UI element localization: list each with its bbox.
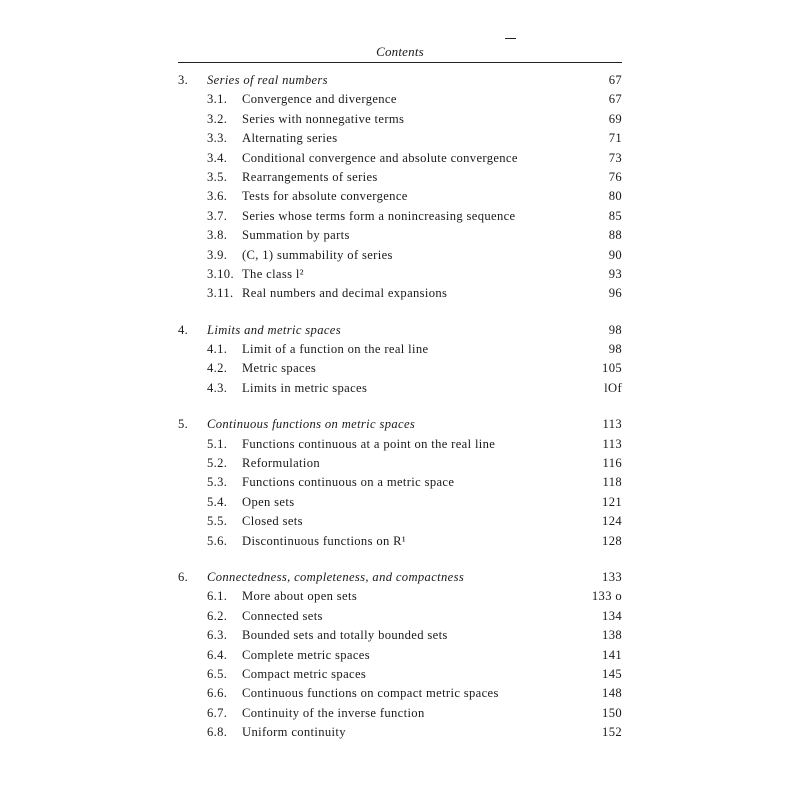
- section-page: 148: [602, 686, 622, 701]
- section-title: Continuous functions on compact metric spaces: [242, 686, 499, 701]
- chapter-title: Connectedness, completeness, and compactness: [207, 569, 465, 584]
- chapter-title: Limits and metric spaces: [207, 322, 341, 337]
- chapter-block: [178, 568, 622, 743]
- section-number: 6.1.: [207, 589, 228, 604]
- section-entry: [178, 665, 622, 684]
- section-number: 6.6.: [207, 686, 228, 701]
- section-number: 5.1.: [207, 436, 228, 451]
- section-entry: [178, 646, 622, 665]
- section-number: 5.5.: [207, 514, 228, 529]
- section-title: (C, 1) summability of series: [242, 247, 393, 262]
- section-page: lOf: [604, 380, 622, 395]
- section-entry: [178, 493, 622, 512]
- section-title: Closed sets: [242, 514, 303, 529]
- section-title: Convergence and divergence: [242, 92, 397, 107]
- section-title: Continuity of the inverse function: [242, 705, 425, 720]
- section-entry: [178, 512, 622, 531]
- chapter-heading: [178, 321, 622, 340]
- section-entry: [178, 473, 622, 492]
- chapter-block: [178, 321, 622, 399]
- section-page: 133 o: [591, 589, 622, 604]
- section-entry: [178, 340, 622, 359]
- table-of-contents: [178, 71, 622, 760]
- section-page: 71: [608, 131, 622, 146]
- section-page: 128: [602, 533, 622, 548]
- section-entry: [178, 607, 622, 626]
- section-title: Bounded sets and totally bounded sets: [242, 628, 448, 643]
- section-title: Tests for absolute convergence: [242, 189, 408, 204]
- section-number: 3.9.: [207, 247, 228, 262]
- section-title: Conditional convergence and absolute convergence: [242, 150, 518, 165]
- section-number: 4.3.: [207, 380, 228, 395]
- section-entry: [178, 435, 622, 454]
- chapter-number: 6.: [178, 569, 189, 584]
- section-entry: [178, 207, 622, 226]
- section-number: 6.7.: [207, 705, 228, 720]
- section-page: 88: [608, 228, 622, 243]
- chapter-title: Continuous functions on metric spaces: [207, 417, 416, 432]
- section-page: 118: [602, 475, 622, 490]
- section-page: 138: [602, 628, 622, 643]
- section-entry: [178, 265, 622, 284]
- chapter-title: Series of real numbers: [207, 73, 328, 87]
- section-entry: [178, 379, 622, 398]
- chapter-number: 5.: [178, 417, 189, 432]
- section-page: 67: [608, 92, 622, 107]
- section-page: 121: [602, 494, 622, 509]
- section-entry: [178, 626, 622, 645]
- section-title: Connected sets: [242, 608, 323, 623]
- chapter-page: 113: [602, 417, 622, 432]
- section-entry: [178, 149, 622, 168]
- section-title: Rearrangements of series: [242, 169, 378, 184]
- section-number: 3.10.: [207, 266, 234, 281]
- section-title: Alternating series: [242, 131, 338, 146]
- section-page: 124: [602, 514, 622, 529]
- section-number: 4.1.: [207, 342, 228, 357]
- section-page: 73: [608, 150, 622, 165]
- section-page: 76: [608, 169, 622, 184]
- section-page: 85: [608, 208, 622, 223]
- section-entry: [178, 454, 622, 473]
- section-page: 145: [602, 666, 622, 681]
- section-number: 5.6.: [207, 533, 228, 548]
- section-entry: [178, 359, 622, 378]
- section-entry: [178, 110, 622, 129]
- chapter-block: [178, 71, 622, 304]
- section-entry: [178, 284, 622, 303]
- section-number: 5.3.: [207, 475, 228, 490]
- section-number: 4.2.: [207, 361, 228, 376]
- section-title: Series whose terms form a nonincreasing sequence: [242, 208, 516, 223]
- section-number: 6.5.: [207, 666, 228, 681]
- section-title: The class l²: [242, 266, 304, 281]
- chapter-heading: [178, 415, 622, 434]
- section-title: Discontinuous functions on R¹: [242, 533, 406, 548]
- section-page: 113: [602, 436, 622, 451]
- section-number: 6.3.: [207, 628, 228, 643]
- section-entry: [178, 187, 622, 206]
- section-number: 3.2.: [207, 111, 228, 126]
- chapter-block: [178, 415, 622, 551]
- section-entry: [178, 129, 622, 148]
- section-title: Open sets: [242, 494, 295, 509]
- section-page: 152: [602, 725, 622, 740]
- section-number: 3.4.: [207, 150, 228, 165]
- section-page: 96: [608, 286, 622, 301]
- section-entry: [178, 168, 622, 187]
- section-page: 150: [602, 705, 622, 720]
- section-number: 3.5.: [207, 169, 228, 184]
- section-title: Limits in metric spaces: [242, 380, 368, 395]
- section-page: 80: [608, 189, 622, 204]
- section-title: Metric spaces: [242, 361, 317, 376]
- chapter-page: 67: [608, 73, 622, 87]
- section-page: 69: [608, 111, 622, 126]
- section-entry: [178, 226, 622, 245]
- chapter-page: 133: [602, 569, 622, 584]
- section-entry: [178, 246, 622, 265]
- section-title: Complete metric spaces: [242, 647, 370, 662]
- chapter-page: 98: [608, 322, 622, 337]
- section-number: 5.4.: [207, 494, 228, 509]
- section-title: Reformulation: [242, 456, 320, 471]
- section-number: 3.7.: [207, 208, 228, 223]
- section-number: 3.6.: [207, 189, 228, 204]
- section-title: Limit of a function on the real line: [242, 342, 429, 357]
- section-entry: [178, 587, 622, 606]
- section-entry: [178, 684, 622, 703]
- section-number: 3.1.: [207, 92, 228, 107]
- section-number: 6.4.: [207, 647, 228, 662]
- section-page: 116: [602, 456, 622, 471]
- section-title: Functions continuous on a metric space: [242, 475, 455, 490]
- section-title: More about open sets: [242, 589, 358, 604]
- header-dash-mark: [505, 38, 516, 39]
- header-rule: [178, 62, 622, 63]
- section-page: 93: [608, 266, 622, 281]
- section-number: 6.8.: [207, 725, 228, 740]
- section-number: 3.8.: [207, 228, 228, 243]
- section-page: 134: [602, 608, 622, 623]
- section-entry: [178, 723, 622, 742]
- chapter-heading: [178, 568, 622, 587]
- section-title: Functions continuous at a point on the real line: [242, 436, 496, 451]
- section-entry: [178, 704, 622, 723]
- section-title: Summation by parts: [242, 228, 350, 243]
- section-title: Uniform continuity: [242, 725, 346, 740]
- running-head: Contents: [376, 44, 424, 59]
- section-page: 105: [602, 361, 622, 376]
- section-number: 3.11.: [207, 286, 234, 301]
- section-title: Compact metric spaces: [242, 666, 367, 681]
- section-page: 90: [608, 247, 622, 262]
- chapter-number: 3.: [178, 73, 189, 87]
- section-page: 141: [602, 647, 622, 662]
- section-number: 3.3.: [207, 131, 228, 146]
- chapter-number: 4.: [178, 322, 189, 337]
- section-number: 5.2.: [207, 456, 228, 471]
- section-title: Series with nonnegative terms: [242, 111, 405, 126]
- section-number: 6.2.: [207, 608, 228, 623]
- section-entry: [178, 532, 622, 551]
- section-title: Real numbers and decimal expansions: [242, 286, 448, 301]
- section-page: 98: [608, 342, 622, 357]
- section-entry: [178, 90, 622, 109]
- chapter-heading: [178, 71, 622, 90]
